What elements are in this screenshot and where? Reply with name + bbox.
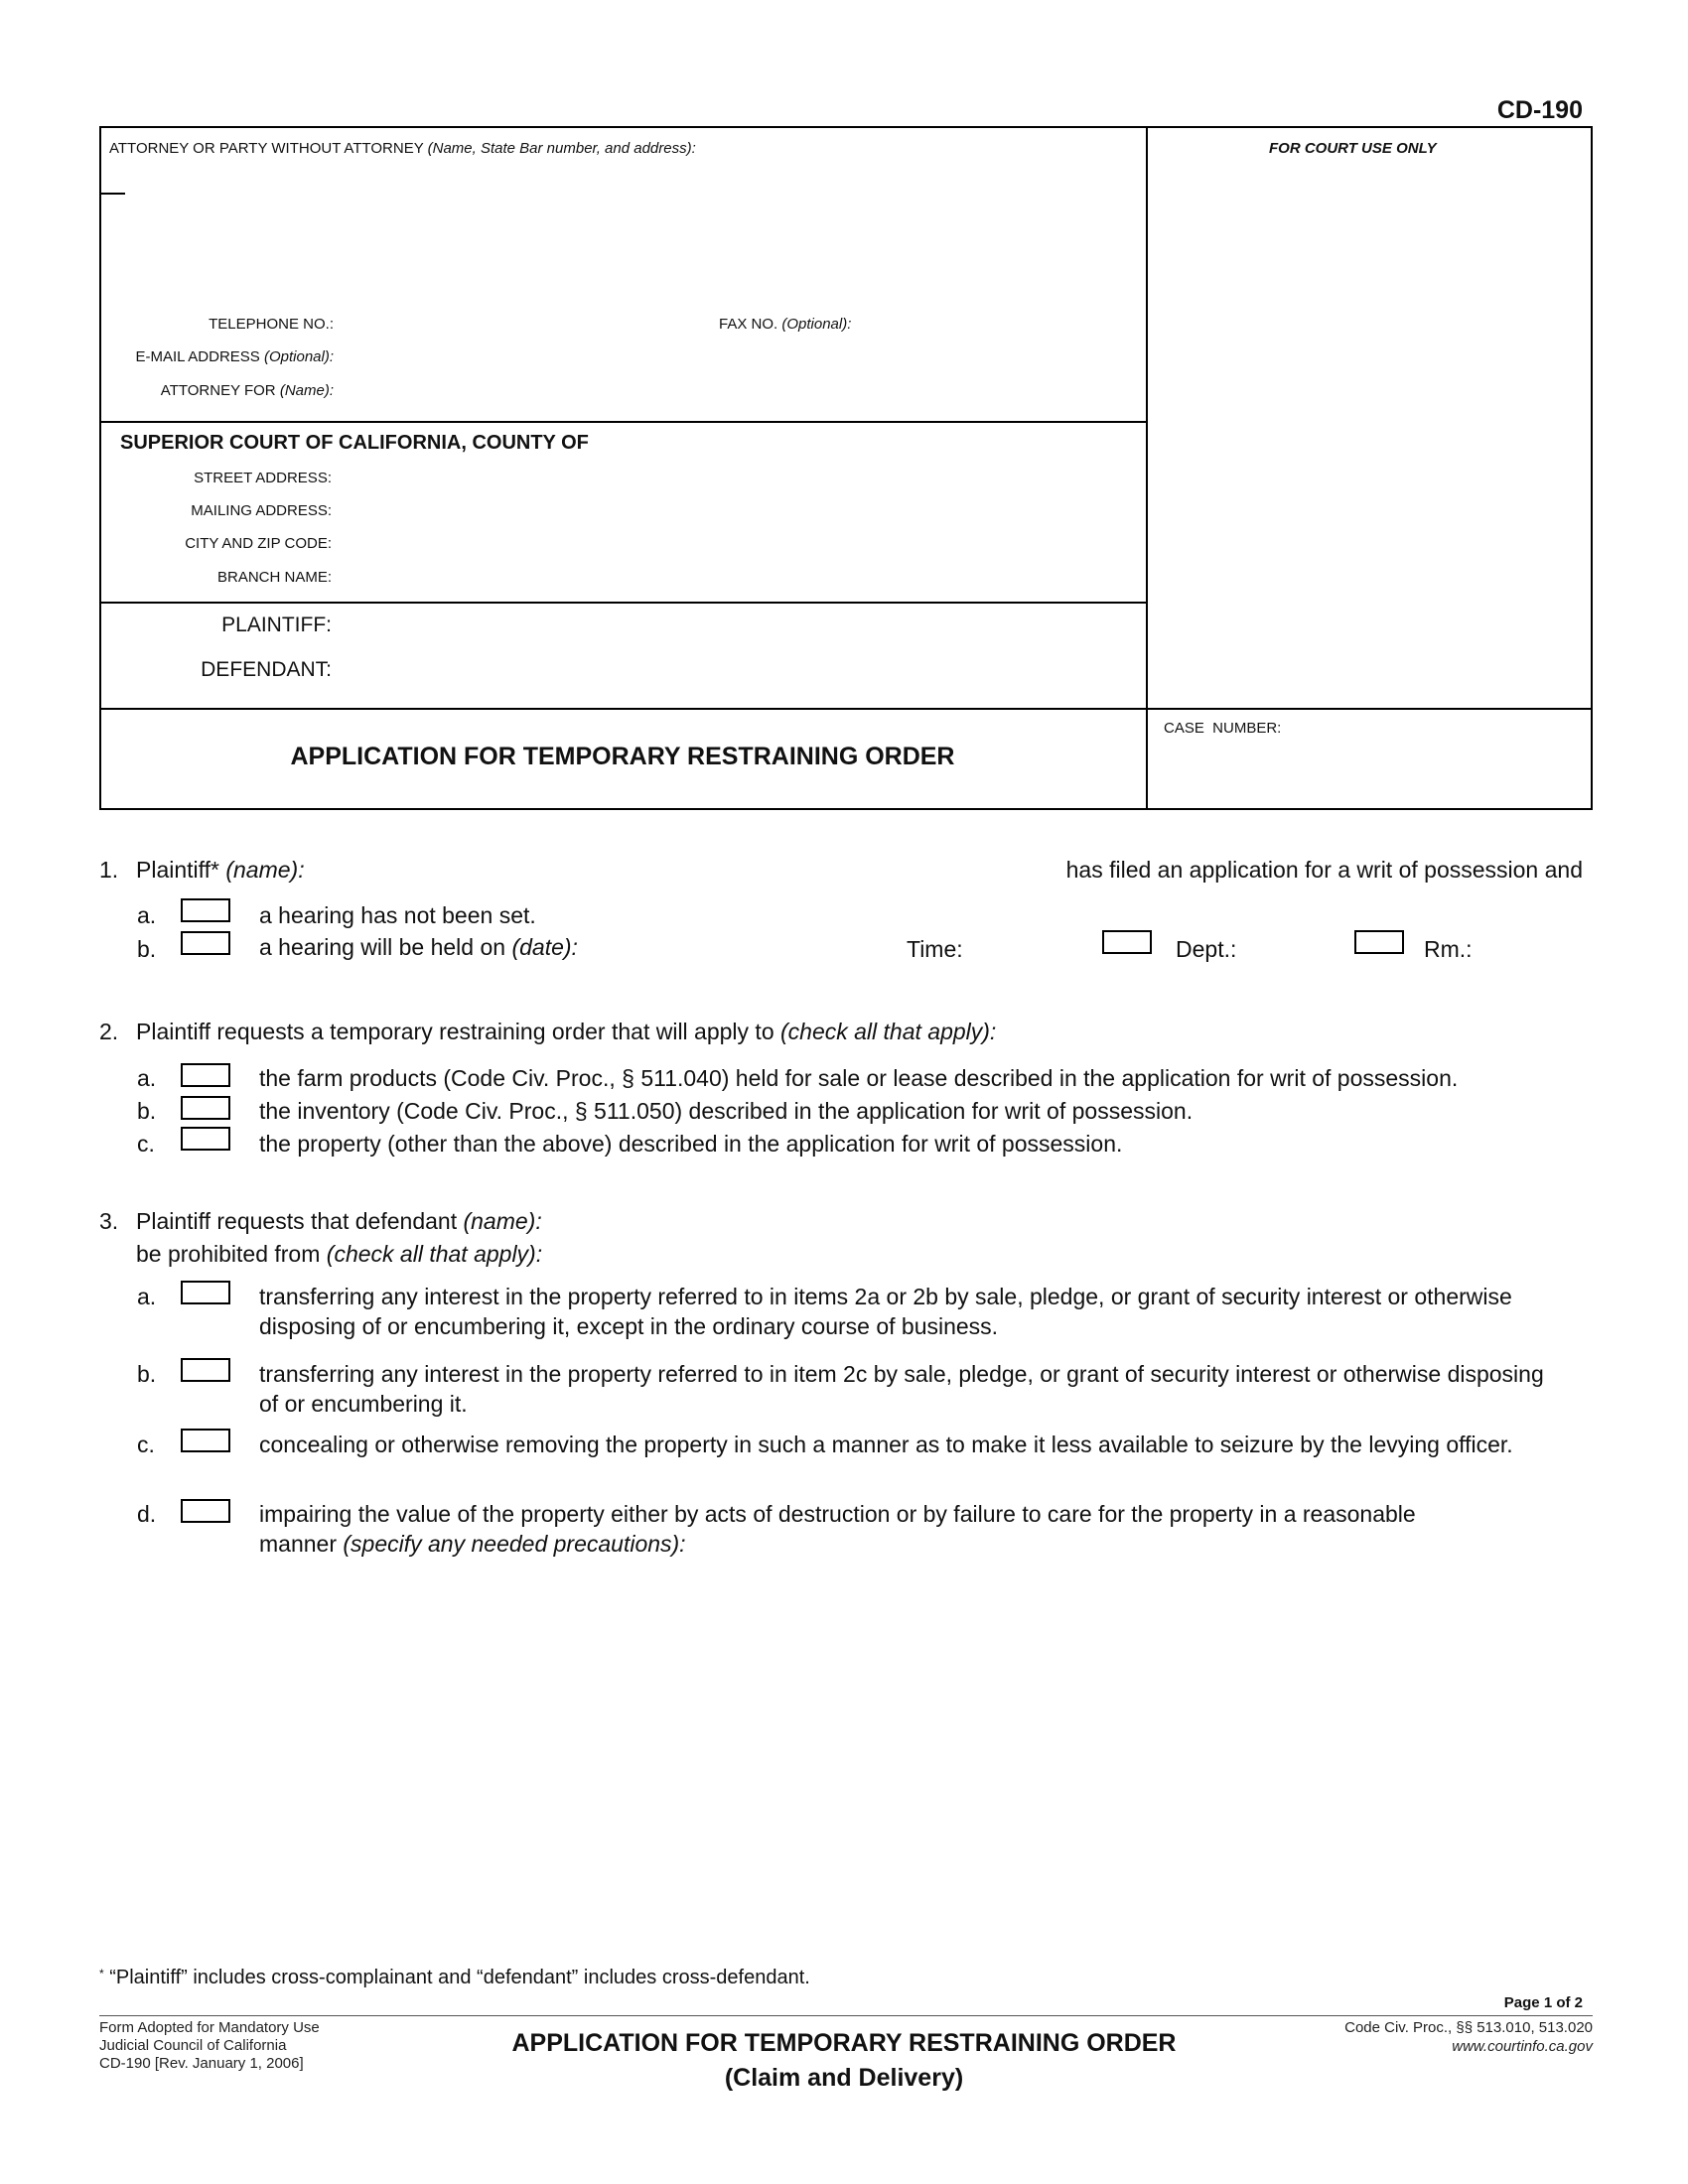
item-1b-rm-label: Rm.: <box>1424 936 1473 962</box>
item-2a-letter: a. <box>137 1065 157 1091</box>
item-3d-text-line2: manner (specify any needed precautions): <box>259 1531 686 1557</box>
item-3d-checkbox[interactable] <box>181 1499 230 1523</box>
item-2: 2. Plaintiff requests a temporary restraining order that will apply to (check all that apply): <box>99 1019 997 1044</box>
footer-statute: Code Civ. Proc., §§ 513.010, 513.020 <box>1344 2019 1593 2036</box>
item-1a-text: a hearing has not been set. <box>259 902 536 928</box>
attorney-for-label: ATTORNEY FOR (Name): <box>160 382 334 399</box>
item-3b-text: transferring any interest in the property referred to in item 2c by sale, pledge, or grant of security interest or otherwise disposing of or encumbering it. <box>259 1361 1544 1417</box>
footer-left-1: Form Adopted for Mandatory Use <box>99 2019 320 2036</box>
page-indicator: Page 1 of 2 <box>1503 1994 1583 2011</box>
footnote: * “Plaintiff” includes cross-complainant and “defendant” includes cross-defendant. <box>99 1967 810 1988</box>
item-3: 3. Plaintiff requests that defendant (name): <box>99 1208 542 1234</box>
mailing-address-label: MAILING ADDRESS: <box>191 502 332 519</box>
attorney-label: ATTORNEY OR PARTY WITHOUT ATTORNEY (Name, State Bar number, and address): <box>109 140 696 157</box>
plaintiff-label: PLAINTIFF: <box>221 614 332 636</box>
item-1b-letter: b. <box>137 936 157 962</box>
footer-website[interactable]: www.courtinfo.ca.gov <box>1452 2038 1593 2055</box>
footer-rule <box>99 2015 1593 2016</box>
item-3a-text: transferring any interest in the property referred to in items 2a or 2b by sale, pledge, or grant of security interest or otherwise disposing of or encumbering it, except in the ordinary course of business. <box>259 1284 1512 1339</box>
footer-left-2: Judicial Council of California <box>99 2037 287 2054</box>
item-3-line2: be prohibited from (check all that apply): <box>136 1241 543 1267</box>
item-1-right-text: has filed an application for a writ of possession and <box>1065 857 1583 883</box>
street-address-label: STREET ADDRESS: <box>194 470 332 486</box>
caption-top-border <box>99 126 1593 128</box>
email-label: E-MAIL ADDRESS (Optional): <box>135 348 334 365</box>
item-2b-letter: b. <box>137 1098 157 1124</box>
title-section-divider <box>99 708 1593 710</box>
item-1b-time-label: Time: <box>907 936 963 962</box>
defendant-label: DEFENDANT: <box>201 658 332 681</box>
item-1b-dept-box[interactable] <box>1354 930 1404 954</box>
court-use-only-label: FOR COURT USE ONLY <box>1269 140 1437 157</box>
item-3d-letter: d. <box>137 1501 157 1527</box>
footer-left-3: CD-190 [Rev. January 1, 2006] <box>99 2055 304 2072</box>
item-2c-letter: c. <box>137 1131 155 1157</box>
footer-subtitle: (Claim and Delivery) <box>724 2064 964 2092</box>
caption-bottom-border <box>99 808 1593 810</box>
item-2a-text: the farm products (Code Civ. Proc., § 511.040) held for sale or lease described in the application for writ of possession. <box>259 1065 1459 1091</box>
court-section-divider <box>99 602 1148 604</box>
item-1a-checkbox[interactable] <box>181 898 230 922</box>
footer-title: APPLICATION FOR TEMPORARY RESTRAINING ORDER <box>511 2029 1177 2057</box>
item-3c-checkbox[interactable] <box>181 1429 230 1452</box>
branch-name-label: BRANCH NAME: <box>216 569 332 586</box>
form-title: APPLICATION FOR TEMPORARY RESTRAINING ORDER <box>290 743 955 770</box>
attorney-section-divider <box>99 421 1148 423</box>
telephone-label: TELEPHONE NO.: <box>209 316 334 333</box>
attorney-label-hint: (Name, State Bar number, and address): <box>427 140 696 157</box>
item-1a-letter: a. <box>137 902 157 928</box>
item-1b-time-box[interactable] <box>1102 930 1152 954</box>
item-2b-checkbox[interactable] <box>181 1096 230 1120</box>
item-3b-checkbox[interactable] <box>181 1358 230 1382</box>
item-3c-letter: c. <box>137 1432 155 1457</box>
item-2b-text: the inventory (Code Civ. Proc., § 511.050) described in the application for writ of possession. <box>259 1098 1194 1124</box>
attorney-name-tick <box>101 193 125 195</box>
item-3c-text: concealing or otherwise removing the property in such a manner as to make it less available to seizure by the levying officer. <box>259 1432 1513 1457</box>
city-zip-label: CITY AND ZIP CODE: <box>185 535 332 552</box>
item-1: 1. Plaintiff* (name): <box>99 857 305 883</box>
item-3a-checkbox[interactable] <box>181 1281 230 1304</box>
item-2a-checkbox[interactable] <box>181 1063 230 1087</box>
item-3b-letter: b. <box>137 1361 157 1387</box>
item-1b-checkbox[interactable] <box>181 931 230 955</box>
item-3a-letter: a. <box>137 1284 157 1309</box>
item-2c-text: the property (other than the above) described in the application for writ of possession. <box>259 1131 1123 1157</box>
court-name: SUPERIOR COURT OF CALIFORNIA, COUNTY OF <box>120 432 589 454</box>
case-number-label: CASE NUMBER: <box>1164 720 1282 737</box>
item-3d-text: impairing the value of the property either by acts of destruction or by failure to care for the property in a reasonable <box>259 1501 1416 1527</box>
item-1b-text: a hearing will be held on (date): <box>259 934 578 960</box>
item-1b-dept-label: Dept.: <box>1176 936 1237 962</box>
item-2c-checkbox[interactable] <box>181 1127 230 1151</box>
fax-label: FAX NO. (Optional): <box>719 316 852 333</box>
form-number: CD-190 <box>1496 96 1583 124</box>
